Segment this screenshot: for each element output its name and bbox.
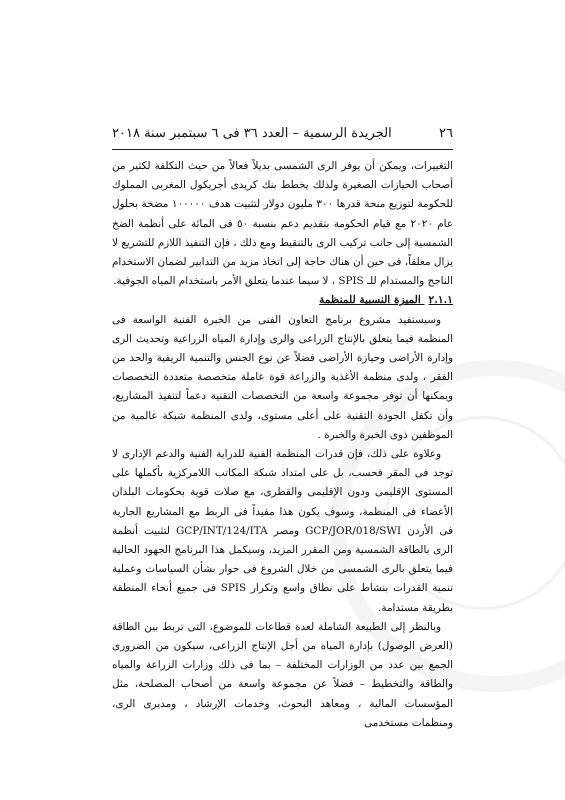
- paragraph: وسيستفيد مشروع برنامج التعاون الفنى من الخبرة الفنية الواسعة فى المنظمة فيما يتعلق بالإنتاج الزراعى والرى وإدارة المياه الزراعية وتحديث الرى وإدارة الأراضى وحيازة الأراضى فضلاً عن نوع الجنس والتنمية الريفية والحد من الفقر ، ولدى منظمة الأغذية والزراعة قوة عاملة متخصصة متعددة التخصصات ويمكنها أن توفر مجموعة واسعة من التخصصات التقنية دعماً لتنفيذ المشاريع، وأن تكفل الجودة التقنية على أعلى مستوى، ولدى المنظمة شبكة عالمية من الموظفين ذوى الخبرة والخبرة .: [112, 313, 453, 441]
- section-title: الميزة النسبية للمنظمة: [319, 294, 421, 307]
- section-number: ٢.١.١: [428, 294, 453, 307]
- paragraph: وبالنظر إلى الطبيعة الشاملة لعدة قطاعات للموضوع، التى تربط بين الطاقة (العرض الوصول) بإدارة المياه من أجل الإنتاج الزراعى، سيكون من الضرورى الجمع بين عدد من الوزارات المختلفة – بما فى ذلك وزارات الزراعة والمياه والطاقة والتخطيط – فضلاً عن مجموعة واسعة من أصحاب المصلحة، مثل المؤسسات المالية ، ومعاهد البحوث، وخدمات الإرشاد ، ومديرى الرى، ومنظمات مستخدمى: [112, 620, 453, 729]
- document-body: [112, 157, 453, 733]
- publication-title: الجريدة الرسمية – العدد ٣٦ فى ٦ سبتمبر سنة ٢٠١٨: [112, 126, 392, 141]
- section-heading: [112, 291, 453, 310]
- paragraph: التغييرات، ويمكن أن يوفر الرى الشمسى بديلاً فعالاً من حيث التكلفة لكثير من أصحاب الحيازات الصغيرة ولذلك يخطط بنك كريدى أجريكول المغربى المملوك للحكومة لتوزيع منحة قدرها ٣٠٠ مليون دولار لتثبيت هدف ١٠٠٠٠٠ مضخة بحلول عام ٢٠٢٠ مع قيام الحكومة بتقديم دعم بنسبة ٥٠ فى المائة على أنظمة الضخ الشمسية إلى جانب تركيب الرى بالتنقيط ومع ذلك ، فإن التنفيذ اللازم للتشريع لا يزال معلقاً، فى حين أن هناك حاجة إلى اتخاذ مزيد من التدابير لضمان الاستخدام الناجح والمستدام للـ SPIS ، لا سيما عندما يتعلق الأمر باستخدام المياه الجوفية.: [112, 160, 453, 288]
- header-divider: [112, 149, 453, 150]
- paragraph: وعلاوة على ذلك، فإن قدرات المنظمة الفنية للدراية الفنية والدعم الإدارى لا توجد فى المقر فحسب، بل على امتداد شبكة المكاتب اللامركزية بأكملها على المستوى الإقليمى ودون الإقليمى والقطرى، مع صلات قوية بحكومات البلدان الأعضاء فى المنظمة، وسوف يكون هذا مفيداً فى الربط مع المشاريع الجارية فى الأردن GCP/JOR/018/SWI ومصر GCP/INT/124/ITA لتثبيت أنظمة الرى بالطاقة الشمسية ومن المقرر المزيد، وسيكمل هذا البرنامج الجهود الحالية فيما يتعلق بالرى الشمسى من خلال الشروع فى حوار بشأن السياسات وعملية تنمية القدرات بنشاط على نطاق واسع وتكرار SPIS فى جميع أنحاء المنطقة بطريقة مستدامة.: [112, 448, 453, 614]
- page-header: [112, 126, 453, 146]
- page-number: ٢٦: [439, 126, 453, 141]
